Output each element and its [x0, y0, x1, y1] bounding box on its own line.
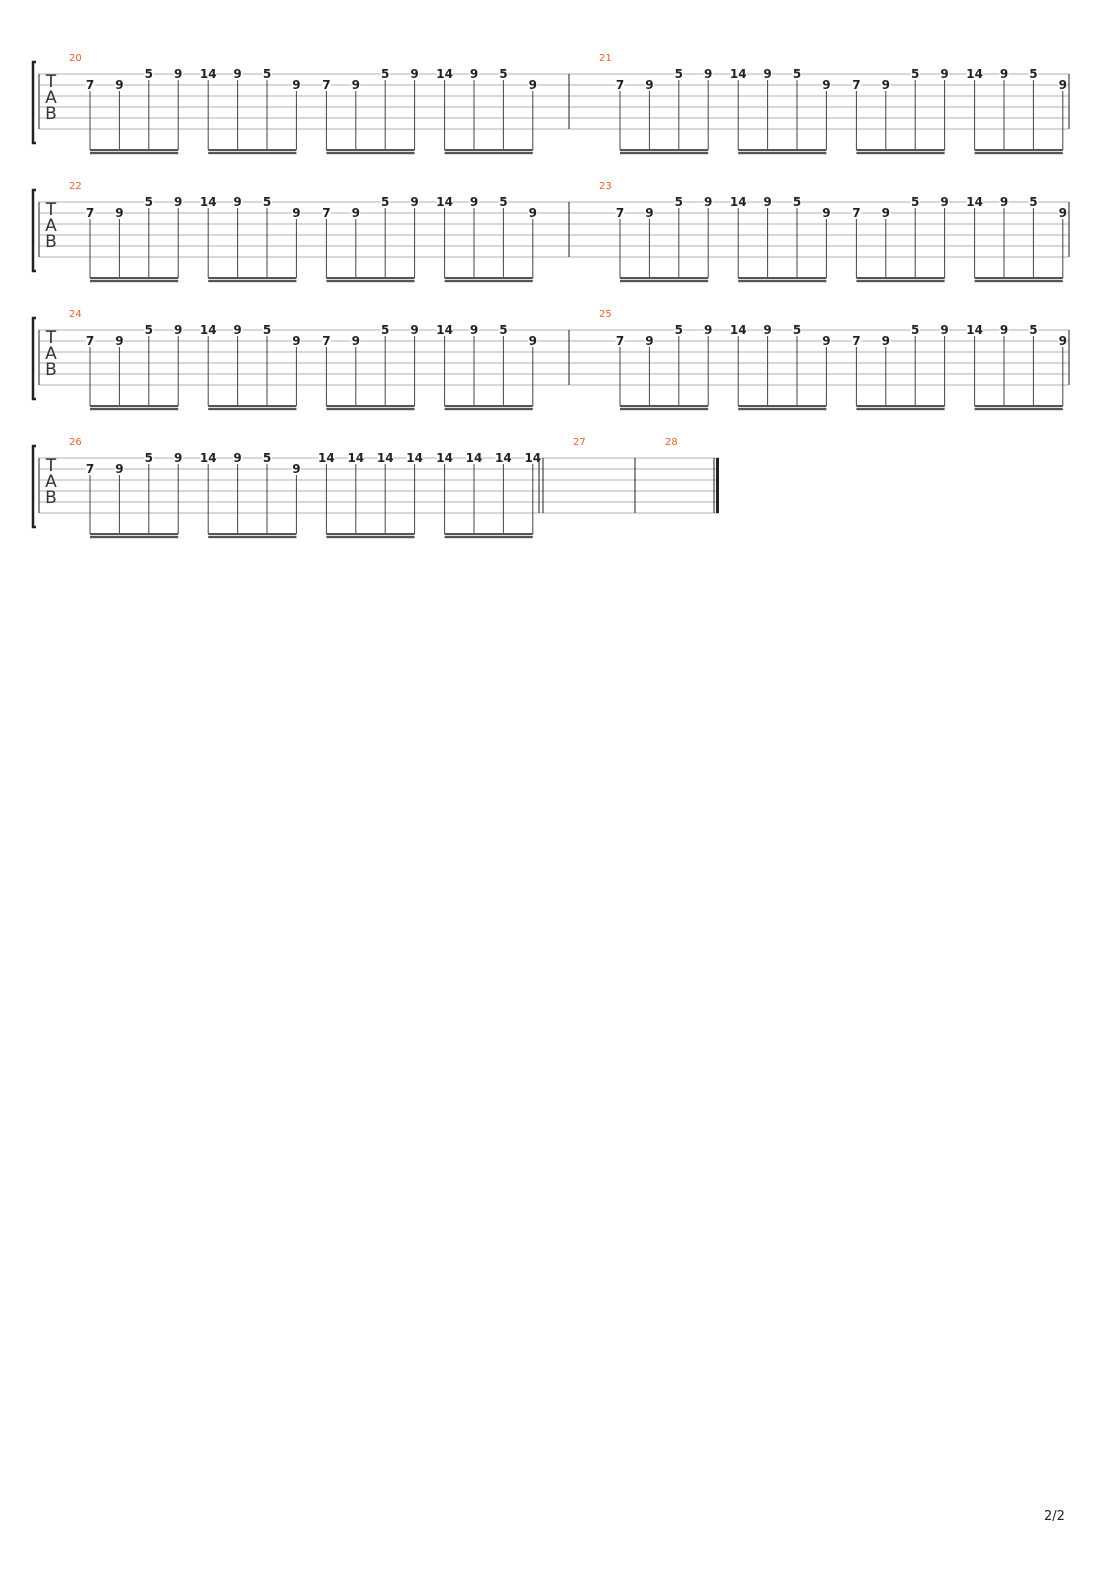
fret-number: 5 [144, 195, 153, 209]
fret-number: 5 [792, 323, 802, 337]
note-beam [856, 405, 944, 407]
note-beam [326, 533, 414, 535]
fret-number: 5 [499, 67, 508, 81]
fret-number: 5 [499, 323, 508, 337]
fret-number: 7 [322, 206, 331, 220]
note-beam [208, 536, 296, 538]
fret-number: 9 [469, 323, 479, 337]
note-beam [90, 408, 178, 410]
measure-number: 22 [69, 181, 82, 192]
note-beam [856, 149, 944, 151]
fret-number: 5 [911, 323, 920, 337]
fret-number: 5 [262, 451, 272, 465]
note-beam [326, 277, 414, 279]
fret-number: 14 [495, 451, 512, 465]
fret-number: 9 [528, 334, 537, 348]
fret-number: 5 [674, 323, 683, 337]
note-beam [738, 405, 826, 407]
fret-number: 9 [999, 67, 1009, 81]
fret-number: 9 [115, 462, 124, 476]
fret-number: 9 [174, 451, 183, 465]
fret-number: 5 [792, 67, 802, 81]
fret-number: 14 [436, 195, 453, 209]
fret-number: 5 [911, 67, 920, 81]
note-beam [856, 152, 944, 154]
measure-number: 28 [665, 437, 678, 448]
fret-number: 9 [1058, 334, 1067, 348]
note-beam [738, 277, 826, 279]
note-beam [620, 152, 708, 154]
fret-number: 9 [822, 334, 831, 348]
note-beam [90, 536, 178, 538]
fret-number: 9 [233, 67, 242, 81]
fret-number: 9 [1058, 78, 1067, 92]
note-beam [90, 152, 178, 154]
measure-number: 24 [69, 309, 82, 320]
fret-number: 9 [940, 195, 949, 209]
fret-number: 5 [381, 195, 390, 209]
fret-number: 9 [763, 195, 772, 209]
note-beam [326, 536, 414, 538]
note-beam [208, 408, 296, 410]
fret-number: 9 [351, 334, 360, 348]
note-beam [738, 408, 826, 410]
fret-number: 14 [729, 67, 747, 81]
system-bracket [33, 62, 36, 143]
fret-number: 9 [469, 195, 479, 209]
fret-number: 9 [292, 462, 301, 476]
fret-number: 9 [822, 206, 831, 220]
note-beam [90, 280, 178, 282]
fret-number: 9 [115, 334, 124, 348]
note-beam [208, 149, 296, 151]
barline-final-thick [716, 458, 719, 513]
note-beam [326, 152, 414, 154]
fret-number: 5 [262, 323, 272, 337]
note-beam [326, 405, 414, 407]
note-beam [445, 152, 533, 154]
fret-number: 7 [615, 206, 625, 220]
note-beam [975, 149, 1063, 151]
measure-number: 21 [599, 53, 612, 64]
system-bracket [33, 190, 36, 271]
fret-number: 9 [351, 78, 360, 92]
fret-number: 5 [262, 67, 272, 81]
note-beam [445, 277, 533, 279]
fret-number: 9 [763, 67, 772, 81]
fret-number: 9 [233, 323, 242, 337]
note-beam [445, 405, 533, 407]
note-beam [90, 277, 178, 279]
fret-number: 9 [292, 334, 301, 348]
fret-number: 5 [262, 195, 272, 209]
fret-number: 9 [645, 78, 654, 92]
fret-number: 5 [144, 323, 153, 337]
note-beam [856, 408, 944, 410]
fret-number: 9 [822, 78, 831, 92]
note-beam [856, 277, 944, 279]
fret-number: 5 [792, 195, 802, 209]
note-beam [208, 405, 296, 407]
fret-number: 7 [85, 78, 95, 92]
note-beam [326, 149, 414, 151]
fret-number: 9 [645, 334, 654, 348]
note-beam [208, 152, 296, 154]
fret-number: 9 [881, 334, 890, 348]
fret-number: 14 [199, 195, 217, 209]
note-beam [208, 280, 296, 282]
fret-number: 14 [199, 67, 217, 81]
note-beam [90, 149, 178, 151]
fret-number: 9 [292, 206, 301, 220]
fret-number: 14 [465, 451, 483, 465]
note-beam [445, 536, 533, 538]
note-beam [975, 408, 1063, 410]
fret-number: 9 [115, 206, 124, 220]
tab-clef-letter: B [45, 360, 57, 380]
fret-number: 14 [729, 323, 747, 337]
fret-number: 9 [115, 78, 124, 92]
fret-number: 9 [645, 206, 654, 220]
fret-number: 7 [852, 334, 861, 348]
page-number: 2/2 [1044, 1509, 1065, 1524]
fret-number: 5 [1029, 67, 1038, 81]
fret-number: 5 [144, 451, 153, 465]
fret-number: 9 [174, 323, 183, 337]
fret-number: 9 [410, 67, 419, 81]
system-bracket [33, 446, 36, 527]
fret-number: 9 [410, 195, 419, 209]
fret-number: 5 [381, 323, 390, 337]
fret-number: 9 [704, 67, 713, 81]
fret-number: 14 [729, 195, 747, 209]
fret-number: 14 [347, 451, 365, 465]
note-beam [975, 152, 1063, 154]
tab-clef-letter: B [45, 104, 57, 124]
fret-number: 14 [436, 323, 453, 337]
fret-number: 14 [966, 67, 983, 81]
fret-number: 9 [940, 67, 949, 81]
fret-number: 9 [1058, 206, 1067, 220]
note-beam [975, 280, 1063, 282]
fret-number: 9 [174, 195, 183, 209]
fret-number: 9 [233, 195, 242, 209]
fret-number: 14 [966, 195, 983, 209]
note-beam [208, 533, 296, 535]
tab-clef-letter: A [45, 344, 57, 364]
fret-number: 5 [499, 195, 508, 209]
fret-number: 7 [852, 78, 861, 92]
measure-number: 26 [69, 437, 82, 448]
measure-number: 23 [599, 181, 612, 192]
note-beam [738, 149, 826, 151]
note-beam [445, 533, 533, 535]
fret-number: 9 [940, 323, 949, 337]
fret-number: 7 [615, 334, 625, 348]
fret-number: 7 [322, 334, 331, 348]
fret-number: 5 [1029, 323, 1038, 337]
fret-number: 14 [406, 451, 423, 465]
note-beam [445, 280, 533, 282]
tab-clef-letter: A [45, 88, 57, 108]
fret-number: 14 [524, 451, 542, 465]
measure-number: 27 [573, 437, 586, 448]
fret-number: 9 [410, 323, 419, 337]
fret-number: 9 [881, 78, 890, 92]
fret-number: 14 [436, 451, 453, 465]
note-beam [738, 152, 826, 154]
fret-number: 9 [528, 206, 537, 220]
note-beam [975, 405, 1063, 407]
fret-number: 7 [85, 334, 95, 348]
tab-clef-letter: A [45, 216, 57, 236]
tab-clef-letter: T [45, 456, 57, 476]
fret-number: 7 [615, 78, 625, 92]
fret-number: 7 [852, 206, 861, 220]
fret-number: 9 [174, 67, 183, 81]
fret-number: 14 [436, 67, 453, 81]
note-beam [326, 408, 414, 410]
fret-number: 5 [911, 195, 920, 209]
fret-number: 5 [674, 67, 683, 81]
note-beam [326, 280, 414, 282]
fret-number: 14 [376, 451, 394, 465]
tab-clef-letter: T [45, 328, 57, 348]
measure-number: 25 [599, 309, 612, 320]
fret-number: 9 [999, 195, 1009, 209]
measure-number: 20 [69, 53, 82, 64]
fret-number: 9 [528, 78, 537, 92]
fret-number: 14 [199, 451, 217, 465]
fret-number: 5 [1029, 195, 1038, 209]
note-beam [856, 280, 944, 282]
fret-number: 9 [469, 67, 479, 81]
note-beam [620, 277, 708, 279]
system-bracket [33, 318, 36, 399]
fret-number: 9 [881, 206, 890, 220]
note-beam [90, 405, 178, 407]
fret-number: 9 [351, 206, 360, 220]
note-beam [208, 277, 296, 279]
fret-number: 9 [704, 195, 713, 209]
fret-number: 5 [674, 195, 683, 209]
fret-number: 14 [966, 323, 983, 337]
note-beam [975, 277, 1063, 279]
fret-number: 9 [999, 323, 1009, 337]
fret-number: 9 [233, 451, 242, 465]
fret-number: 5 [144, 67, 153, 81]
fret-number: 14 [318, 451, 335, 465]
note-beam [620, 149, 708, 151]
note-beam [620, 405, 708, 407]
note-beam [620, 408, 708, 410]
note-beam [445, 149, 533, 151]
note-beam [620, 280, 708, 282]
fret-number: 7 [85, 206, 95, 220]
fret-number: 14 [199, 323, 217, 337]
tab-clef-letter: B [45, 488, 57, 508]
note-beam [90, 533, 178, 535]
fret-number: 9 [292, 78, 301, 92]
fret-number: 9 [763, 323, 772, 337]
tab-clef-letter: B [45, 232, 57, 252]
tab-clef-letter: T [45, 200, 57, 220]
note-beam [738, 280, 826, 282]
fret-number: 7 [322, 78, 331, 92]
fret-number: 9 [704, 323, 713, 337]
tab-clef-letter: A [45, 472, 57, 492]
fret-number: 5 [381, 67, 390, 81]
tab-clef-letter: T [45, 72, 57, 92]
note-beam [445, 408, 533, 410]
fret-number: 7 [85, 462, 95, 476]
